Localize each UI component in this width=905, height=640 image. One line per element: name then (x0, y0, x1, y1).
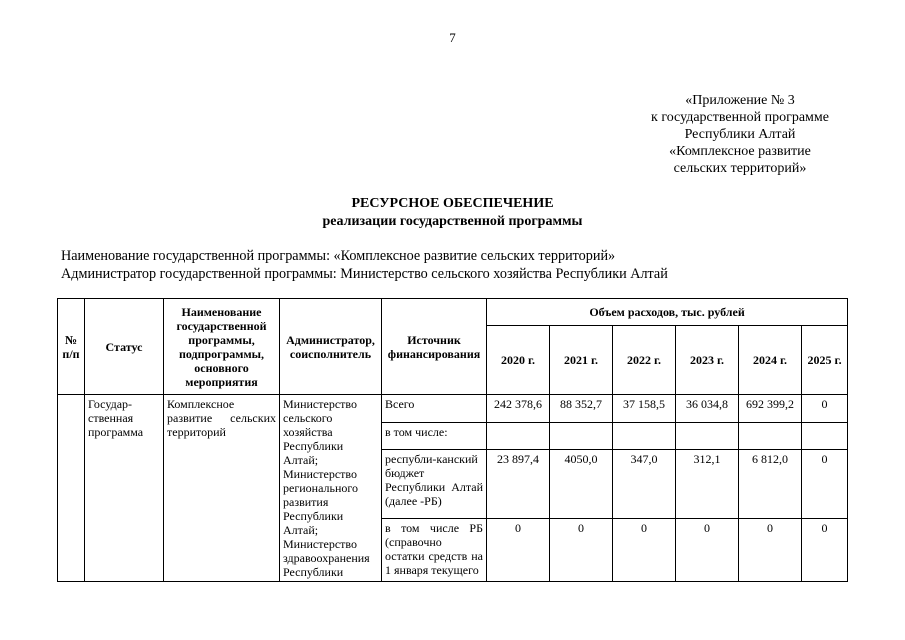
resource-table (57, 298, 848, 582)
header-volume: Объем расходов, тыс. рублей (487, 299, 848, 326)
header-admin: Администратор, соисполнитель (280, 299, 382, 395)
cell-value (739, 422, 802, 450)
cell-value: 23 897,4 (487, 450, 550, 519)
header-year: 2020 г. (487, 326, 550, 395)
cell-value (550, 422, 613, 450)
cell-value: 0 (676, 519, 739, 582)
cell-value: 0 (550, 519, 613, 582)
cell-value: 692 399,2 (739, 395, 802, 423)
cell-source: в том числе: (382, 422, 487, 450)
appendix-line: «Комплексное развитие (669, 144, 811, 159)
cell-source: республи-канский бюджет Республики Алтай (далее -РБ) (382, 450, 487, 519)
title-line-2: реализации государственной программы (322, 214, 583, 229)
cell-value: 36 034,8 (676, 395, 739, 423)
header-num: № п/п (58, 299, 85, 395)
cell-value (613, 422, 676, 450)
header-year: 2023 г. (676, 326, 739, 395)
cell-value: 0 (613, 519, 676, 582)
cell-source: в том числе РБ (справочно остатки средств на 1 января текущего (382, 519, 487, 582)
appendix-line: сельских территорий» (673, 161, 807, 176)
cell-value (802, 422, 848, 450)
cell-value: 0 (802, 395, 848, 423)
cell-source: Всего (382, 395, 487, 423)
cell-value: 312,1 (676, 450, 739, 519)
cell-value (676, 422, 739, 450)
cell-program: Комплексное развитие сельских территорий (164, 395, 280, 582)
appendix-line: «Приложение № 3 (685, 93, 795, 108)
header-year: 2025 г. (802, 326, 848, 395)
cell-status: Государ-ственная программа (85, 395, 164, 582)
header-year: 2024 г. (739, 326, 802, 395)
cell-value: 88 352,7 (550, 395, 613, 423)
cell-value (487, 422, 550, 450)
header-status: Статус (85, 299, 164, 395)
program-info (61, 247, 891, 283)
header-source: Источник финансирования (382, 299, 487, 395)
program-name: Наименование государственной программы: «Комплексное развитие сельских территорий» (61, 248, 616, 264)
header-year: 2021 г. (550, 326, 613, 395)
appendix-line: Республики Алтай (684, 127, 796, 142)
cell-value: 0 (802, 450, 848, 519)
header-year: 2022 г. (613, 326, 676, 395)
cell-value: 4050,0 (550, 450, 613, 519)
cell-value: 0 (802, 519, 848, 582)
header-name: Наименование государственной программы, подпрограммы, основного мероприятия (164, 299, 280, 395)
appendix-line: к государственной программе (651, 110, 829, 125)
cell-value: 37 158,5 (613, 395, 676, 423)
cell-value: 242 378,6 (487, 395, 550, 423)
cell-admin: Министерство сельского хозяйства Республики Алтай; Министерство регионального развития Республики Алтай; Министерство здравоохранения Республики (280, 395, 382, 582)
title-line-1: РЕСУРСНОЕ ОБЕСПЕЧЕНИЕ (351, 196, 554, 211)
cell-value: 0 (739, 519, 802, 582)
cell-num (58, 395, 85, 582)
cell-value: 6 812,0 (739, 450, 802, 519)
appendix-block (620, 92, 860, 177)
document-title (0, 195, 905, 231)
program-administrator: Администратор государственной программы: Министерство сельского хозяйства Республики Алтай (61, 266, 668, 282)
cell-value: 0 (487, 519, 550, 582)
cell-value: 347,0 (613, 450, 676, 519)
page-number: 7 (449, 30, 456, 45)
